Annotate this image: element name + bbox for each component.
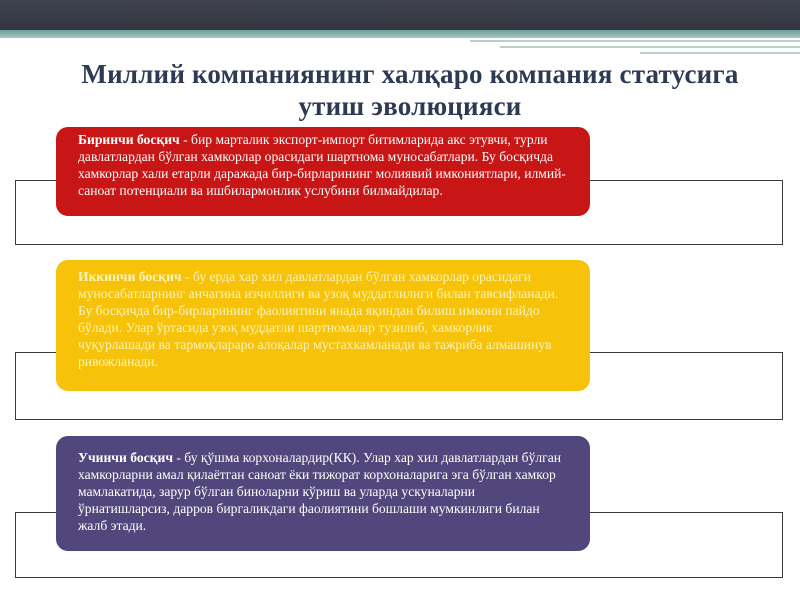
slide-title: Миллий компаниянинг халқаро компания статусига утиш эволюцияси bbox=[81, 59, 739, 121]
stage-card-1 bbox=[56, 127, 590, 216]
header-stripe bbox=[500, 46, 800, 48]
header-dark-band bbox=[0, 0, 800, 30]
header-teal-band bbox=[0, 30, 800, 38]
stage-text: - бу қўшма корхоналардир(КК). Улар хар хил давлатлардан бўлган хамкорларни амал қилаётган саноат ёки тижорат корхоналарига эга бўлган хамкор мамлакатида, зарур бўлган биноларни кўриш ва уларда ускуналарни ўрнатишларсиз, дарров биргаликдаги фаолиятини бошлаши мумкинлиги билан жалб этади. bbox=[78, 450, 562, 533]
stage-text: - бу ерда хар хил давлатлардан бўлган хамкорлар орасидаги муносабатларнинг анчагина изчиллиги ва узоқ муддатлилиги билан тавсифланади. Бу босқичда бир-бирларининг фаолиятини янада яқиндан билиш имкони пайдо бўлади. Улар ўртасида узоқ муддатли шартномалар тузилиб, хамкорлик чуқурлашади ва тармоқлараро алоқалар мустахкамланади ва тажриба алмашинув ривожланади. bbox=[78, 269, 559, 369]
header-stripe bbox=[640, 52, 800, 54]
stage-card-2 bbox=[56, 260, 590, 391]
stage-lead: Биринчи босқич bbox=[78, 132, 180, 147]
stage-lead: Иккинчи босқич bbox=[78, 269, 182, 284]
header-stripe bbox=[470, 40, 800, 42]
stage-text: - бир марталик экспорт-импорт битимларида акс этувчи, турли давлатлардан бўлган хамкорлар орасидаги шартнома муносабатлари. Бу босқичда хамкорлар хали етарли даражада бир-бирларининг молиявий имкониятлари, илмий-саноат потенциали ва ишбилармонлик услубини билмайдилар. bbox=[78, 132, 566, 198]
stage-card-3 bbox=[56, 436, 590, 551]
stage-lead: Учинчи босқич bbox=[78, 450, 173, 465]
